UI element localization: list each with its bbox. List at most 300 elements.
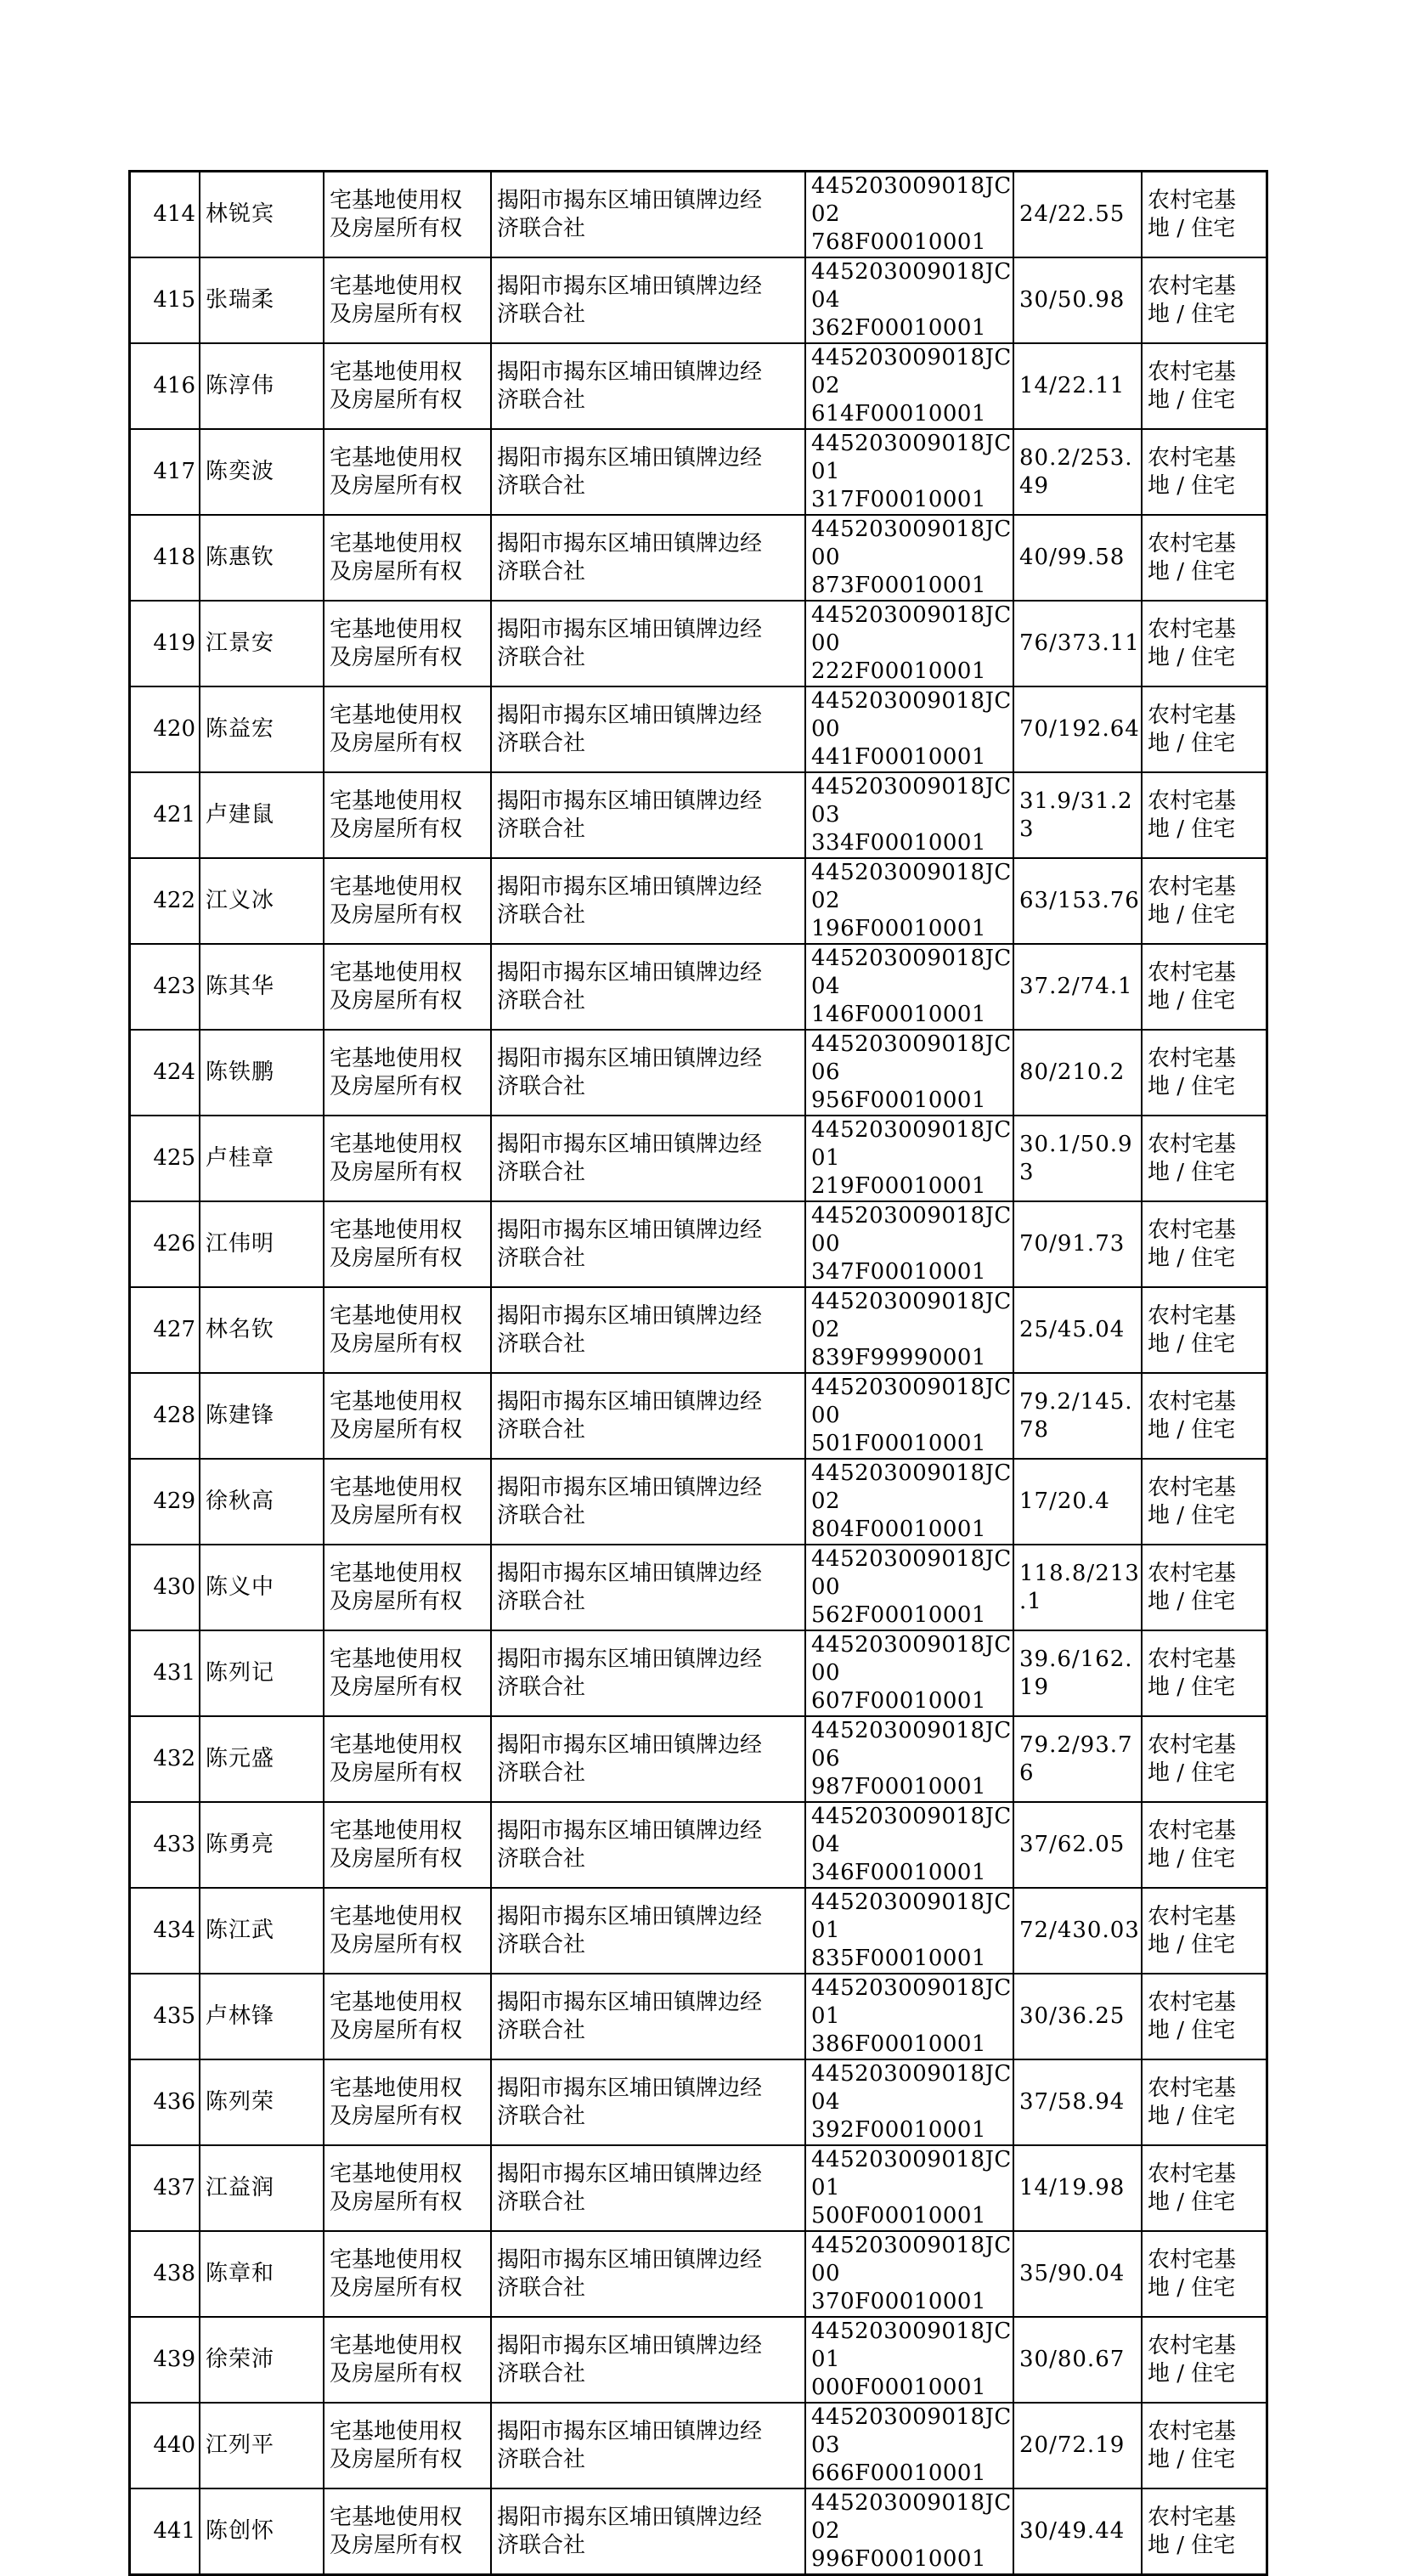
land-use-text: 农村宅基 地 / 住宅 bbox=[1148, 1646, 1237, 1700]
row-number-text: 417 bbox=[153, 459, 195, 484]
collective-owner-text: 揭阳市揭东区埔田镇牌边经 济联合社 bbox=[497, 1903, 763, 1957]
right-type-cell bbox=[324, 858, 491, 944]
right-type-text: 宅基地使用权 及房屋所有权 bbox=[330, 616, 463, 670]
owner-name-text: 陈义中 bbox=[206, 1574, 275, 1600]
collective-owner-cell bbox=[491, 1373, 805, 1459]
right-type-cell bbox=[324, 1459, 491, 1545]
unit-code-text: 445203009018JC02 839F99990001 bbox=[811, 1289, 1012, 1370]
unit-code-cell bbox=[805, 1545, 1013, 1630]
table-row bbox=[130, 772, 1267, 858]
collective-owner-cell bbox=[491, 172, 805, 258]
right-type-text: 宅基地使用权 及房屋所有权 bbox=[330, 959, 463, 1014]
row-number-text: 415 bbox=[153, 287, 195, 313]
area-text: 24/22.55 bbox=[1019, 201, 1126, 227]
unit-code-text: 445203009018JC00 501F00010001 bbox=[811, 1375, 1012, 1456]
area-text: 63/153.76 bbox=[1019, 888, 1140, 913]
right-type-text: 宅基地使用权 及房屋所有权 bbox=[330, 2332, 463, 2387]
unit-code-cell bbox=[805, 772, 1013, 858]
right-type-cell bbox=[324, 2488, 491, 2575]
owner-name-text: 陈元盛 bbox=[206, 1746, 275, 1771]
owner-name-text: 徐秋高 bbox=[206, 1489, 275, 1514]
owner-name-text: 卢桂章 bbox=[206, 1145, 275, 1171]
right-type-cell bbox=[324, 1201, 491, 1287]
owner-name-cell bbox=[200, 2488, 324, 2575]
table-row bbox=[130, 1459, 1267, 1545]
owner-name-cell bbox=[200, 2145, 324, 2231]
unit-code-text: 445203009018JC03 334F00010001 bbox=[811, 774, 1012, 856]
collective-owner-cell bbox=[491, 257, 805, 343]
owner-name-cell bbox=[200, 1974, 324, 2059]
owner-name-cell bbox=[200, 686, 324, 772]
land-use-text: 农村宅基 地 / 住宅 bbox=[1148, 2504, 1237, 2558]
table-row bbox=[130, 429, 1267, 515]
owner-name-text: 陈建锋 bbox=[206, 1403, 275, 1428]
owner-name-text: 陈淳伟 bbox=[206, 373, 275, 398]
row-number-text: 420 bbox=[153, 716, 195, 742]
unit-code-text: 445203009018JC00 562F00010001 bbox=[811, 1546, 1012, 1628]
row-number-text: 432 bbox=[153, 1746, 195, 1771]
area-text: 80/210.2 bbox=[1019, 1059, 1126, 1085]
owner-name-cell bbox=[200, 1630, 324, 1716]
area-cell bbox=[1013, 1201, 1142, 1287]
collective-owner-cell bbox=[491, 343, 805, 429]
right-type-text: 宅基地使用权 及房屋所有权 bbox=[330, 273, 463, 327]
table-row bbox=[130, 1545, 1267, 1630]
row-number-text: 434 bbox=[153, 1918, 195, 1943]
unit-code-cell bbox=[805, 172, 1013, 258]
right-type-cell bbox=[324, 772, 491, 858]
land-use-text: 农村宅基 地 / 住宅 bbox=[1148, 959, 1237, 1014]
collective-owner-cell bbox=[491, 772, 805, 858]
table-row bbox=[130, 1287, 1267, 1373]
collective-owner-text: 揭阳市揭东区埔田镇牌边经 济联合社 bbox=[497, 1731, 763, 1786]
owner-name-cell bbox=[200, 858, 324, 944]
land-use-cell bbox=[1142, 858, 1267, 944]
owner-name-cell bbox=[200, 2317, 324, 2403]
right-type-text: 宅基地使用权 及房屋所有权 bbox=[330, 530, 463, 585]
row-number-text: 441 bbox=[153, 2518, 195, 2544]
area-cell bbox=[1013, 686, 1142, 772]
unit-code-cell bbox=[805, 601, 1013, 686]
collective-owner-text: 揭阳市揭东区埔田镇牌边经 济联合社 bbox=[497, 2504, 763, 2558]
land-use-cell bbox=[1142, 1888, 1267, 1974]
area-cell bbox=[1013, 1116, 1142, 1201]
area-cell bbox=[1013, 343, 1142, 429]
collective-owner-cell bbox=[491, 944, 805, 1030]
land-use-cell bbox=[1142, 772, 1267, 858]
unit-code-text: 445203009018JC00 873F00010001 bbox=[811, 517, 1012, 598]
right-type-text: 宅基地使用权 及房屋所有权 bbox=[330, 788, 463, 842]
area-text: 80.2/253. 49 bbox=[1019, 444, 1133, 499]
row-number-cell bbox=[130, 2403, 200, 2488]
right-type-text: 宅基地使用权 及房屋所有权 bbox=[330, 1903, 463, 1957]
land-use-cell bbox=[1142, 944, 1267, 1030]
right-type-text: 宅基地使用权 及房屋所有权 bbox=[330, 1474, 463, 1528]
area-text: 35/90.04 bbox=[1019, 2261, 1126, 2286]
owner-name-text: 江益润 bbox=[206, 2175, 275, 2200]
collective-owner-cell bbox=[491, 2488, 805, 2575]
area-text: 14/22.11 bbox=[1019, 373, 1126, 398]
land-use-text: 农村宅基 地 / 住宅 bbox=[1148, 2332, 1237, 2387]
row-number-text: 436 bbox=[153, 2089, 195, 2115]
right-type-text: 宅基地使用权 及房屋所有权 bbox=[330, 873, 463, 928]
area-text: 37/62.05 bbox=[1019, 1832, 1126, 1857]
unit-code-text: 445203009018JC01 317F00010001 bbox=[811, 431, 1012, 512]
unit-code-text: 445203009018JC02 768F00010001 bbox=[811, 173, 1012, 255]
unit-code-cell bbox=[805, 429, 1013, 515]
unit-code-text: 445203009018JC01 000F00010001 bbox=[811, 2319, 1012, 2400]
collective-owner-cell bbox=[491, 601, 805, 686]
collective-owner-text: 揭阳市揭东区埔田镇牌边经 济联合社 bbox=[497, 788, 763, 842]
right-type-cell bbox=[324, 944, 491, 1030]
row-number-cell bbox=[130, 686, 200, 772]
right-type-cell bbox=[324, 2317, 491, 2403]
land-use-cell bbox=[1142, 2317, 1267, 2403]
row-number-cell bbox=[130, 1545, 200, 1630]
table-row bbox=[130, 1888, 1267, 1974]
right-type-cell bbox=[324, 2059, 491, 2145]
table-row bbox=[130, 2317, 1267, 2403]
right-type-cell bbox=[324, 1545, 491, 1630]
row-number-text: 422 bbox=[153, 888, 195, 913]
right-type-cell bbox=[324, 172, 491, 258]
right-type-text: 宅基地使用权 及房屋所有权 bbox=[330, 1731, 463, 1786]
table-row bbox=[130, 1030, 1267, 1116]
owner-name-text: 陈勇亮 bbox=[206, 1832, 275, 1857]
owner-name-text: 陈益宏 bbox=[206, 716, 275, 742]
right-type-cell bbox=[324, 1630, 491, 1716]
land-use-text: 农村宅基 地 / 住宅 bbox=[1148, 1817, 1237, 1872]
unit-code-text: 445203009018JC04 392F00010001 bbox=[811, 2061, 1012, 2143]
right-type-cell bbox=[324, 2231, 491, 2317]
area-text: 14/19.98 bbox=[1019, 2175, 1126, 2200]
right-type-text: 宅基地使用权 及房屋所有权 bbox=[330, 2161, 463, 2215]
area-text: 30.1/50.9 3 bbox=[1019, 1131, 1133, 1185]
land-use-cell bbox=[1142, 2145, 1267, 2231]
area-text: 30/36.25 bbox=[1019, 2003, 1126, 2029]
land-use-cell bbox=[1142, 1287, 1267, 1373]
owner-name-text: 陈江武 bbox=[206, 1918, 275, 1943]
table-row bbox=[130, 2403, 1267, 2488]
row-number-cell bbox=[130, 2317, 200, 2403]
unit-code-text: 445203009018JC01 835F00010001 bbox=[811, 1890, 1012, 1971]
collective-owner-cell bbox=[491, 2145, 805, 2231]
table-row bbox=[130, 686, 1267, 772]
unit-code-cell bbox=[805, 1888, 1013, 1974]
owner-name-text: 陈列记 bbox=[206, 1660, 275, 1686]
row-number-cell bbox=[130, 1287, 200, 1373]
right-type-cell bbox=[324, 2403, 491, 2488]
table-row bbox=[130, 2059, 1267, 2145]
collective-owner-text: 揭阳市揭东区埔田镇牌边经 济联合社 bbox=[497, 187, 763, 241]
owner-name-cell bbox=[200, 1802, 324, 1888]
row-number-cell bbox=[130, 2059, 200, 2145]
row-number-text: 433 bbox=[153, 1832, 195, 1857]
collective-owner-text: 揭阳市揭东区埔田镇牌边经 济联合社 bbox=[497, 1646, 763, 1700]
row-number-text: 431 bbox=[153, 1660, 195, 1686]
area-cell bbox=[1013, 1459, 1142, 1545]
collective-owner-cell bbox=[491, 1630, 805, 1716]
land-use-cell bbox=[1142, 2488, 1267, 2575]
area-cell bbox=[1013, 257, 1142, 343]
table-row bbox=[130, 1802, 1267, 1888]
area-cell bbox=[1013, 1888, 1142, 1974]
land-use-cell bbox=[1142, 601, 1267, 686]
row-number-cell bbox=[130, 343, 200, 429]
owner-name-text: 卢建鼠 bbox=[206, 802, 275, 828]
collective-owner-cell bbox=[491, 2317, 805, 2403]
owner-name-text: 陈奕波 bbox=[206, 459, 275, 484]
owner-name-text: 张瑞柔 bbox=[206, 287, 275, 313]
owner-name-cell bbox=[200, 944, 324, 1030]
owner-name-cell bbox=[200, 1201, 324, 1287]
owner-name-text: 江列平 bbox=[206, 2432, 275, 2458]
unit-code-cell bbox=[805, 2145, 1013, 2231]
area-cell bbox=[1013, 1030, 1142, 1116]
area-cell bbox=[1013, 1545, 1142, 1630]
collective-owner-text: 揭阳市揭东区埔田镇牌边经 济联合社 bbox=[497, 2332, 763, 2387]
area-text: 118.8/213 .1 bbox=[1019, 1560, 1140, 1614]
collective-owner-cell bbox=[491, 1888, 805, 1974]
unit-code-cell bbox=[805, 2059, 1013, 2145]
right-type-cell bbox=[324, 1030, 491, 1116]
row-number-text: 437 bbox=[153, 2175, 195, 2200]
land-use-text: 农村宅基 地 / 住宅 bbox=[1148, 359, 1237, 413]
row-number-cell bbox=[130, 1116, 200, 1201]
owner-name-cell bbox=[200, 429, 324, 515]
land-use-cell bbox=[1142, 1974, 1267, 2059]
unit-code-cell bbox=[805, 1373, 1013, 1459]
area-text: 70/192.64 bbox=[1019, 716, 1140, 742]
row-number-cell bbox=[130, 858, 200, 944]
area-cell bbox=[1013, 2231, 1142, 2317]
area-cell bbox=[1013, 1802, 1142, 1888]
row-number-text: 440 bbox=[153, 2432, 195, 2458]
table-row bbox=[130, 1974, 1267, 2059]
right-type-cell bbox=[324, 1716, 491, 1802]
area-cell bbox=[1013, 1630, 1142, 1716]
table-row bbox=[130, 1373, 1267, 1459]
land-use-cell bbox=[1142, 1459, 1267, 1545]
owner-name-cell bbox=[200, 1459, 324, 1545]
row-number-text: 430 bbox=[153, 1574, 195, 1600]
unit-code-text: 445203009018JC00 370F00010001 bbox=[811, 2233, 1012, 2314]
area-text: 30/80.67 bbox=[1019, 2347, 1126, 2372]
owner-name-text: 卢林锋 bbox=[206, 2003, 275, 2029]
collective-owner-text: 揭阳市揭东区埔田镇牌边经 济联合社 bbox=[497, 530, 763, 585]
row-number-text: 438 bbox=[153, 2261, 195, 2286]
table-row bbox=[130, 515, 1267, 601]
owner-name-text: 陈其华 bbox=[206, 974, 275, 999]
owner-name-cell bbox=[200, 257, 324, 343]
row-number-text: 429 bbox=[153, 1489, 195, 1514]
unit-code-cell bbox=[805, 2317, 1013, 2403]
unit-code-cell bbox=[805, 1201, 1013, 1287]
collective-owner-cell bbox=[491, 1974, 805, 2059]
right-type-text: 宅基地使用权 及房屋所有权 bbox=[330, 1560, 463, 1614]
area-text: 37.2/74.1 bbox=[1019, 974, 1133, 999]
collective-owner-cell bbox=[491, 1030, 805, 1116]
collective-owner-text: 揭阳市揭东区埔田镇牌边经 济联合社 bbox=[497, 1217, 763, 1271]
owner-name-text: 徐荣沛 bbox=[206, 2347, 275, 2372]
owner-name-cell bbox=[200, 1287, 324, 1373]
row-number-text: 439 bbox=[153, 2347, 195, 2372]
row-number-cell bbox=[130, 1716, 200, 1802]
land-use-cell bbox=[1142, 2231, 1267, 2317]
table-row bbox=[130, 858, 1267, 944]
table-row bbox=[130, 944, 1267, 1030]
unit-code-text: 445203009018JC06 956F00010001 bbox=[811, 1031, 1012, 1113]
right-type-cell bbox=[324, 1116, 491, 1201]
land-use-cell bbox=[1142, 1030, 1267, 1116]
land-use-text: 农村宅基 地 / 住宅 bbox=[1148, 873, 1237, 928]
right-type-cell bbox=[324, 1373, 491, 1459]
unit-code-text: 445203009018JC04 362F00010001 bbox=[811, 259, 1012, 341]
collective-owner-text: 揭阳市揭东区埔田镇牌边经 济联合社 bbox=[497, 2161, 763, 2215]
table-row bbox=[130, 172, 1267, 258]
area-cell bbox=[1013, 601, 1142, 686]
area-cell bbox=[1013, 2403, 1142, 2488]
right-type-text: 宅基地使用权 及房屋所有权 bbox=[330, 187, 463, 241]
land-use-text: 农村宅基 地 / 住宅 bbox=[1148, 444, 1237, 499]
land-use-text: 农村宅基 地 / 住宅 bbox=[1148, 702, 1237, 756]
right-type-text: 宅基地使用权 及房屋所有权 bbox=[330, 1302, 463, 1357]
row-number-text: 414 bbox=[153, 201, 195, 227]
land-use-text: 农村宅基 地 / 住宅 bbox=[1148, 1045, 1237, 1099]
owner-name-text: 江伟明 bbox=[206, 1231, 275, 1257]
right-type-text: 宅基地使用权 及房屋所有权 bbox=[330, 2246, 463, 2301]
right-type-text: 宅基地使用权 及房屋所有权 bbox=[330, 1817, 463, 1872]
row-number-cell bbox=[130, 1802, 200, 1888]
row-number-cell bbox=[130, 1030, 200, 1116]
collective-owner-cell bbox=[491, 1287, 805, 1373]
owner-name-cell bbox=[200, 1545, 324, 1630]
unit-code-text: 445203009018JC02 196F00010001 bbox=[811, 860, 1012, 941]
right-type-cell bbox=[324, 1802, 491, 1888]
right-type-cell bbox=[324, 601, 491, 686]
area-cell bbox=[1013, 772, 1142, 858]
owner-name-cell bbox=[200, 1030, 324, 1116]
collective-owner-cell bbox=[491, 1802, 805, 1888]
land-use-cell bbox=[1142, 1716, 1267, 1802]
owner-name-cell bbox=[200, 343, 324, 429]
row-number-text: 419 bbox=[153, 630, 195, 656]
collective-owner-cell bbox=[491, 515, 805, 601]
owner-name-cell bbox=[200, 2231, 324, 2317]
unit-code-text: 445203009018JC01 500F00010001 bbox=[811, 2147, 1012, 2229]
area-text: 79.2/145. 78 bbox=[1019, 1388, 1133, 1443]
table-row bbox=[130, 601, 1267, 686]
collective-owner-text: 揭阳市揭东区埔田镇牌边经 济联合社 bbox=[497, 359, 763, 413]
collective-owner-text: 揭阳市揭东区埔田镇牌边经 济联合社 bbox=[497, 273, 763, 327]
right-type-text: 宅基地使用权 及房屋所有权 bbox=[330, 2418, 463, 2472]
land-use-cell bbox=[1142, 2059, 1267, 2145]
row-number-cell bbox=[130, 601, 200, 686]
unit-code-text: 445203009018JC00 607F00010001 bbox=[811, 1632, 1012, 1714]
area-text: 37/58.94 bbox=[1019, 2089, 1126, 2115]
unit-code-cell bbox=[805, 1802, 1013, 1888]
row-number-text: 426 bbox=[153, 1231, 195, 1257]
row-number-cell bbox=[130, 172, 200, 258]
owner-name-cell bbox=[200, 1373, 324, 1459]
unit-code-text: 445203009018JC01 219F00010001 bbox=[811, 1117, 1012, 1199]
row-number-text: 428 bbox=[153, 1403, 195, 1428]
owner-name-cell bbox=[200, 515, 324, 601]
row-number-text: 418 bbox=[153, 545, 195, 570]
unit-code-text: 445203009018JC00 222F00010001 bbox=[811, 602, 1012, 684]
row-number-cell bbox=[130, 257, 200, 343]
unit-code-cell bbox=[805, 257, 1013, 343]
unit-code-cell bbox=[805, 686, 1013, 772]
area-text: 40/99.58 bbox=[1019, 545, 1126, 570]
owner-name-text: 江义冰 bbox=[206, 888, 275, 913]
unit-code-cell bbox=[805, 1116, 1013, 1201]
right-type-cell bbox=[324, 343, 491, 429]
land-use-text: 农村宅基 地 / 住宅 bbox=[1148, 1217, 1237, 1271]
area-cell bbox=[1013, 2059, 1142, 2145]
collective-owner-cell bbox=[491, 1716, 805, 1802]
unit-code-cell bbox=[805, 1459, 1013, 1545]
land-use-cell bbox=[1142, 515, 1267, 601]
land-use-text: 农村宅基 地 / 住宅 bbox=[1148, 616, 1237, 670]
area-cell bbox=[1013, 429, 1142, 515]
area-cell bbox=[1013, 1287, 1142, 1373]
land-use-text: 农村宅基 地 / 住宅 bbox=[1148, 1302, 1237, 1357]
owner-name-text: 陈章和 bbox=[206, 2261, 275, 2286]
land-use-text: 农村宅基 地 / 住宅 bbox=[1148, 2075, 1237, 2129]
collective-owner-text: 揭阳市揭东区埔田镇牌边经 济联合社 bbox=[497, 1388, 763, 1443]
land-use-text: 农村宅基 地 / 住宅 bbox=[1148, 2246, 1237, 2301]
right-type-text: 宅基地使用权 及房屋所有权 bbox=[330, 359, 463, 413]
collective-owner-text: 揭阳市揭东区埔田镇牌边经 济联合社 bbox=[497, 1817, 763, 1872]
land-use-text: 农村宅基 地 / 住宅 bbox=[1148, 1131, 1237, 1185]
right-type-text: 宅基地使用权 及房屋所有权 bbox=[330, 1045, 463, 1099]
unit-code-text: 445203009018JC02 996F00010001 bbox=[811, 2490, 1012, 2572]
owner-name-cell bbox=[200, 772, 324, 858]
unit-code-cell bbox=[805, 1716, 1013, 1802]
area-cell bbox=[1013, 858, 1142, 944]
owner-name-cell bbox=[200, 2403, 324, 2488]
land-use-text: 农村宅基 地 / 住宅 bbox=[1148, 788, 1237, 842]
area-cell bbox=[1013, 1716, 1142, 1802]
area-text: 30/49.44 bbox=[1019, 2518, 1126, 2544]
land-use-cell bbox=[1142, 343, 1267, 429]
unit-code-text: 445203009018JC04 146F00010001 bbox=[811, 946, 1012, 1027]
table-row bbox=[130, 2231, 1267, 2317]
area-cell bbox=[1013, 944, 1142, 1030]
unit-code-cell bbox=[805, 1287, 1013, 1373]
owner-name-text: 陈创怀 bbox=[206, 2518, 275, 2544]
unit-code-text: 445203009018JC00 347F00010001 bbox=[811, 1203, 1012, 1285]
table-row bbox=[130, 1630, 1267, 1716]
row-number-cell bbox=[130, 515, 200, 601]
area-cell bbox=[1013, 515, 1142, 601]
unit-code-cell bbox=[805, 1630, 1013, 1716]
owner-name-text: 陈惠钦 bbox=[206, 545, 275, 570]
property-registry-table bbox=[128, 170, 1268, 2576]
right-type-cell bbox=[324, 1287, 491, 1373]
area-text: 72/430.03 bbox=[1019, 1918, 1140, 1943]
land-use-cell bbox=[1142, 1373, 1267, 1459]
row-number-cell bbox=[130, 1888, 200, 1974]
row-number-cell bbox=[130, 2488, 200, 2575]
unit-code-cell bbox=[805, 944, 1013, 1030]
unit-code-text: 445203009018JC06 987F00010001 bbox=[811, 1718, 1012, 1799]
right-type-cell bbox=[324, 1974, 491, 2059]
right-type-cell bbox=[324, 686, 491, 772]
land-use-text: 农村宅基 地 / 住宅 bbox=[1148, 2418, 1237, 2472]
collective-owner-cell bbox=[491, 1545, 805, 1630]
